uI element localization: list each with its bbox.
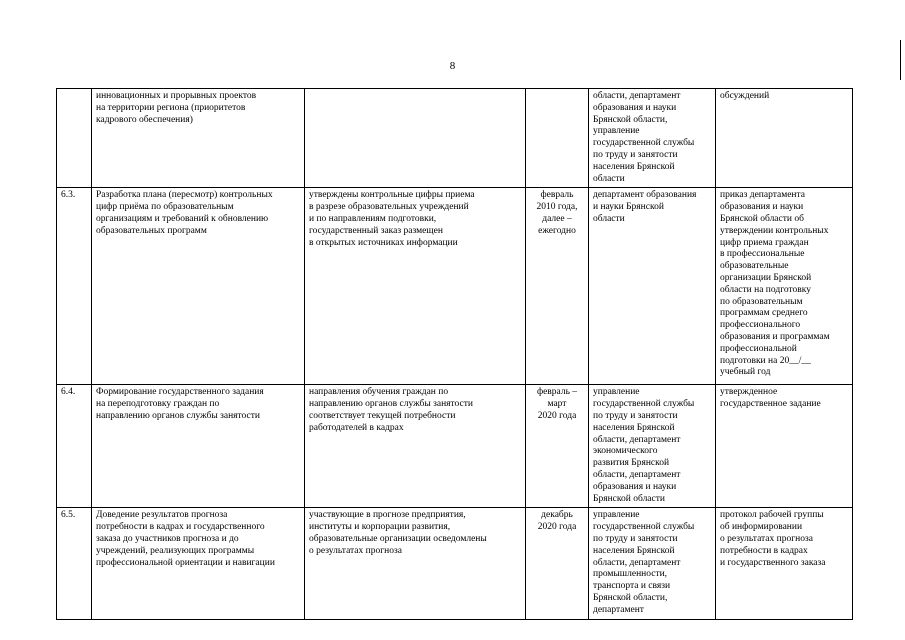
- document-cell: обсуждений: [716, 89, 853, 188]
- result-cell: направления обучения граждан по направлению органов службы занятости соответствует текущей потребности работодателей в кадрах: [305, 385, 526, 508]
- table-row: [57, 89, 853, 188]
- task-cell: инновационных и прорывных проектов на территории региона (приоритетов кадрового обеспечения): [92, 89, 305, 188]
- date-cell: [526, 89, 589, 188]
- plan-table: [56, 88, 853, 620]
- executors-cell: области, департамент образования и науки Брянской области, управление государственной службы по труду и занятости населения Брянской области: [589, 89, 716, 188]
- row-number: 6.4.: [57, 385, 92, 508]
- task-cell: Формирование государственного задания на переподготовку граждан по направлению органов службы занятости: [92, 385, 305, 508]
- page-number: 8: [449, 60, 456, 72]
- task-cell: Доведение результатов прогноза потребности в кадрах и государственного заказа до участников прогноза и до учреждений, реализующих программы профессиональной ориентации и навигации: [92, 508, 305, 619]
- result-cell: утверждены контрольные цифры приема в разрезе образовательных учреждений и по направлениям подготовки, государственный заказ размещен в открытых источниках информации: [305, 188, 526, 385]
- date-cell: декабрь 2020 года: [526, 508, 589, 619]
- row-number: 6.3.: [57, 188, 92, 385]
- table-row: [57, 385, 853, 508]
- row-number: 6.5.: [57, 508, 92, 619]
- task-cell: Разработка плана (пересмотр) контрольных цифр приёма по образовательным организациям и требований к обновлению образовательных программ: [92, 188, 305, 385]
- document-cell: утвержденное государственное задание: [716, 385, 853, 508]
- executors-cell: управление государственной службы по труду и занятости населения Брянской области, департамент промышленности, транспорта и связи Брянской области, департамент: [589, 508, 716, 619]
- executors-cell: управление государственной службы по труду и занятости населения Брянской области, департамент экономического развития Брянской области, департамент образования и науки Брянской области: [589, 385, 716, 508]
- table-row: [57, 508, 853, 619]
- date-cell: февраль – март 2020 года: [526, 385, 589, 508]
- row-number: [57, 89, 92, 188]
- date-cell: февраль 2010 года, далее – ежегодно: [526, 188, 589, 385]
- result-cell: участвующие в прогнозе предприятия, институты и корпорации развития, образовательные организации осведомлены о результатах прогноза: [305, 508, 526, 619]
- table-row: [57, 188, 853, 385]
- executors-cell: департамент образования и науки Брянской области: [589, 188, 716, 385]
- result-cell: [305, 89, 526, 188]
- document-cell: протокол рабочей группы об информировании о результатах прогноза потребности в кадрах и государственного заказа: [716, 508, 853, 619]
- document-cell: приказ департамента образования и науки Брянской области об утверждении контрольных цифр приема граждан в профессиональные образовательные организации Брянской области на подготовку по образовательным программам среднего профессионального образования и программам профессиональной подготовки на 20__/__ учебный год: [716, 188, 853, 385]
